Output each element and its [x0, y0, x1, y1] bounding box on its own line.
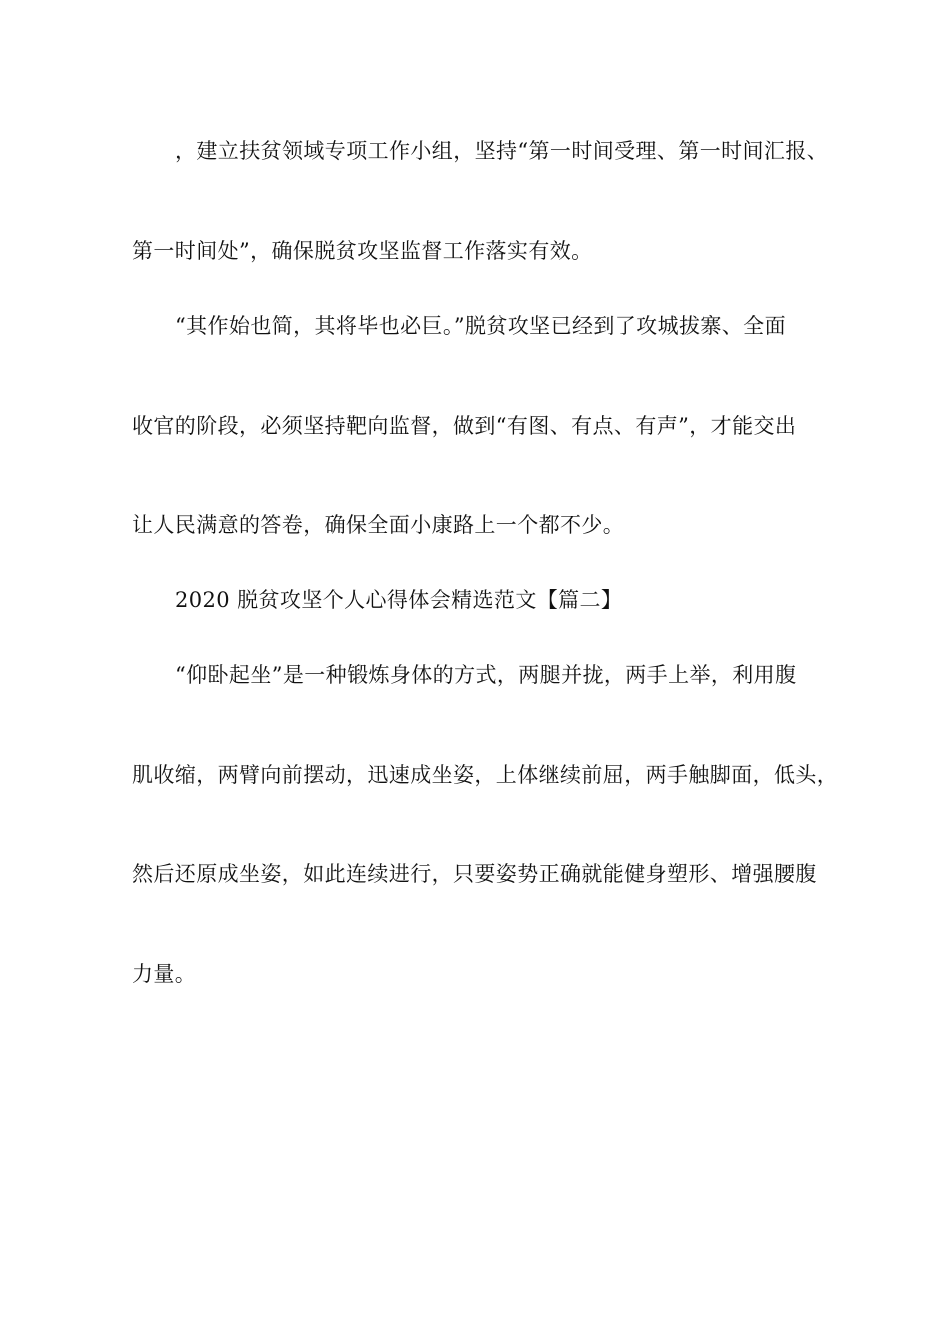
paragraph-line: 收官的阶段，必须坚持靶向监督，做到“有图、有点、有声”，才能交出 [132, 414, 797, 438]
paragraph-line: 第一时间处”，确保脱贫攻坚监督工作落实有效。 [132, 239, 593, 263]
section-heading: 2020 脱贫攻坚个人心得体会精选范文【篇二】 [175, 588, 623, 612]
paragraph-line: 力量。 [132, 962, 197, 986]
paragraph-line: “其作始也简，其将毕也必巨。”脱贫攻坚已经到了攻城拔寨、全面 [175, 314, 786, 338]
paragraph-line: 肌收缩，两臂向前摆动，迅速成坐姿，上体继续前屈，两手触脚面，低头， [132, 763, 839, 787]
paragraph-line: 让人民满意的答卷，确保全面小康路上一个都不少。 [132, 513, 625, 537]
paragraph-line: “仰卧起坐”是一种锻炼身体的方式，两腿并拢，两手上举，利用腹 [175, 663, 797, 687]
paragraph-line: 然后还原成坐姿，如此连续进行，只要姿势正确就能健身塑形、增强腰腹 [132, 862, 817, 886]
paragraph-line: ，建立扶贫领域专项工作小组，坚持“第一时间受理、第一时间汇报、 [175, 139, 829, 163]
